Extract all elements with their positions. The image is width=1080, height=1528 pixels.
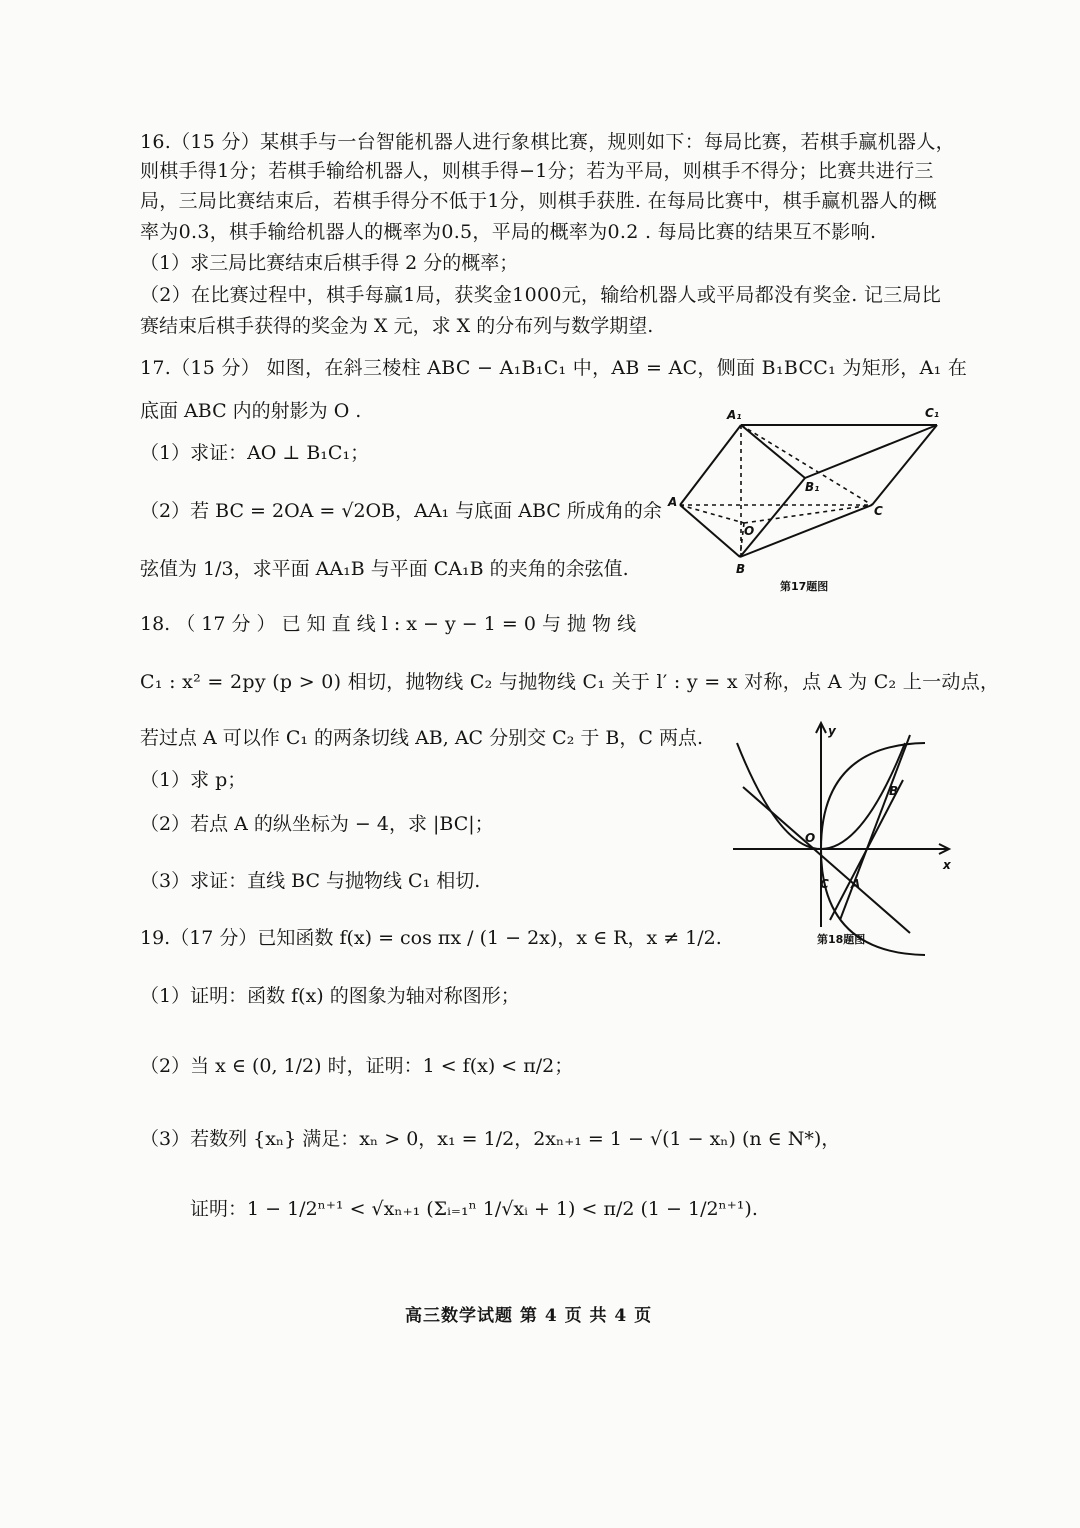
q17-part-1: （1）求证：AO ⊥ B₁C₁； (140, 442, 370, 464)
q17-line-1: 17.（15 分） 如图，在斜三棱柱 ABC − A₁B₁C₁ 中，AB = AC，侧面 B₁BCC₁ 为矩形，A₁ 在 (140, 357, 968, 379)
q18-line-1: 18. （ 17 分 ） 已 知 直 线 l : x − y − 1 = 0 与 抛 物 线 (140, 613, 637, 635)
q19-part-2: （2）当 x ∈ (0, 1/2) 时，证明：1 < f(x) < π/2； (140, 1055, 574, 1077)
q16-line-1: 16.（15 分）某棋手与一台智能机器人进行象棋比赛，规则如下：每局比赛，若棋手赢机器人， (140, 131, 955, 153)
q19-line-1: 19.（17 分）已知函数 f(x) = cos πx / (1 − 2x)，x ∈ R，x ≠ 1/2. (140, 927, 722, 949)
q17-part-2: （2）若 BC = 2OA = √2OB，AA₁ 与底面 ABC 所成角的余 (140, 500, 662, 522)
q17-part-2-cont: 弦值为 1/3，求平面 AA₁B 与平面 CA₁B 的夹角的余弦值. (140, 558, 629, 580)
q19-part-3: （3）若数列 {xₙ} 满足：xₙ > 0，x₁ = 1/2，2xₙ₊₁ = 1 − √(1 − xₙ) (n ∈ N*)， (140, 1128, 841, 1150)
q18-line-3: 若过点 A 可以作 C₁ 的两条切线 AB, AC 分别交 C₂ 于 B，C 两点. (140, 727, 703, 749)
q18-part-3: （3）求证：直线 BC 与抛物线 C₁ 相切. (140, 870, 481, 892)
q18-label-y: y (828, 724, 836, 738)
q18-label-A: A (851, 877, 861, 891)
q16-line-2: 则棋手得1分；若棋手输给机器人，则棋手得−1分；若为平局，则棋手不得分；比赛共进行三 (140, 160, 934, 182)
q19-part-3-proof: 证明：1 − 1/2ⁿ⁺¹ < √xₙ₊₁ (Σᵢ₌₁ⁿ 1/√xᵢ + 1) < π/2 (1 − 1/2ⁿ⁺¹). (190, 1198, 758, 1220)
q17-label-A1: A₁ (727, 408, 742, 422)
q18-label-x: x (943, 858, 951, 872)
q17-prism-figure (660, 395, 960, 595)
q17-figure-caption: 第17题图 (780, 580, 829, 593)
q17-label-B: B (736, 562, 746, 576)
q18-parabola-figure (725, 715, 965, 950)
q17-line-2: 底面 ABC 内的射影为 O . (140, 400, 362, 422)
q17-label-C: C (874, 504, 883, 518)
q18-part-1: （1）求 p； (140, 769, 247, 791)
q18-label-C: C (820, 877, 829, 891)
q16-part-2-cont: 赛结束后棋手获得的奖金为 X 元，求 X 的分布列与数学期望. (140, 315, 654, 337)
q16-part-2: （2）在比赛过程中，棋手每赢1局，获奖金1000元，输给机器人或平局都没有奖金. 记三局比 (140, 284, 942, 306)
q18-part-2: （2）若点 A 的纵坐标为 − 4，求 |BC|； (140, 813, 494, 835)
q18-label-O: O (805, 831, 816, 845)
q16-line-3: 局，三局比赛结束后，若棋手得分不低于1分，则棋手获胜. 在每局比赛中，棋手赢机器人的概 (140, 190, 938, 212)
q17-label-B1: B₁ (805, 480, 820, 494)
q16-line-4: 率为0.3，棋手输给机器人的概率为0.5，平局的概率为0.2 . 每局比赛的结果互不影响. (140, 221, 877, 243)
q18-label-B: B (889, 784, 899, 798)
page-footer: 高三数学试题 第 4 页 共 4 页 (405, 1306, 653, 1326)
q17-label-A: A (668, 495, 678, 509)
q17-label-O: O (744, 524, 755, 538)
q18-line-2: C₁ : x² = 2py (p > 0) 相切，抛物线 C₂ 与抛物线 C₁ 关于 l′ : y = x 对称，点 A 为 C₂ 上一动点， (140, 671, 1000, 693)
q18-figure-caption: 第18题图 (817, 933, 866, 946)
q17-label-C1: C₁ (925, 406, 940, 420)
q16-part-1: （1）求三局比赛结束后棋手得 2 分的概率； (140, 252, 519, 274)
q19-part-1: （1）证明：函数 f(x) 的图象为轴对称图形； (140, 985, 520, 1007)
